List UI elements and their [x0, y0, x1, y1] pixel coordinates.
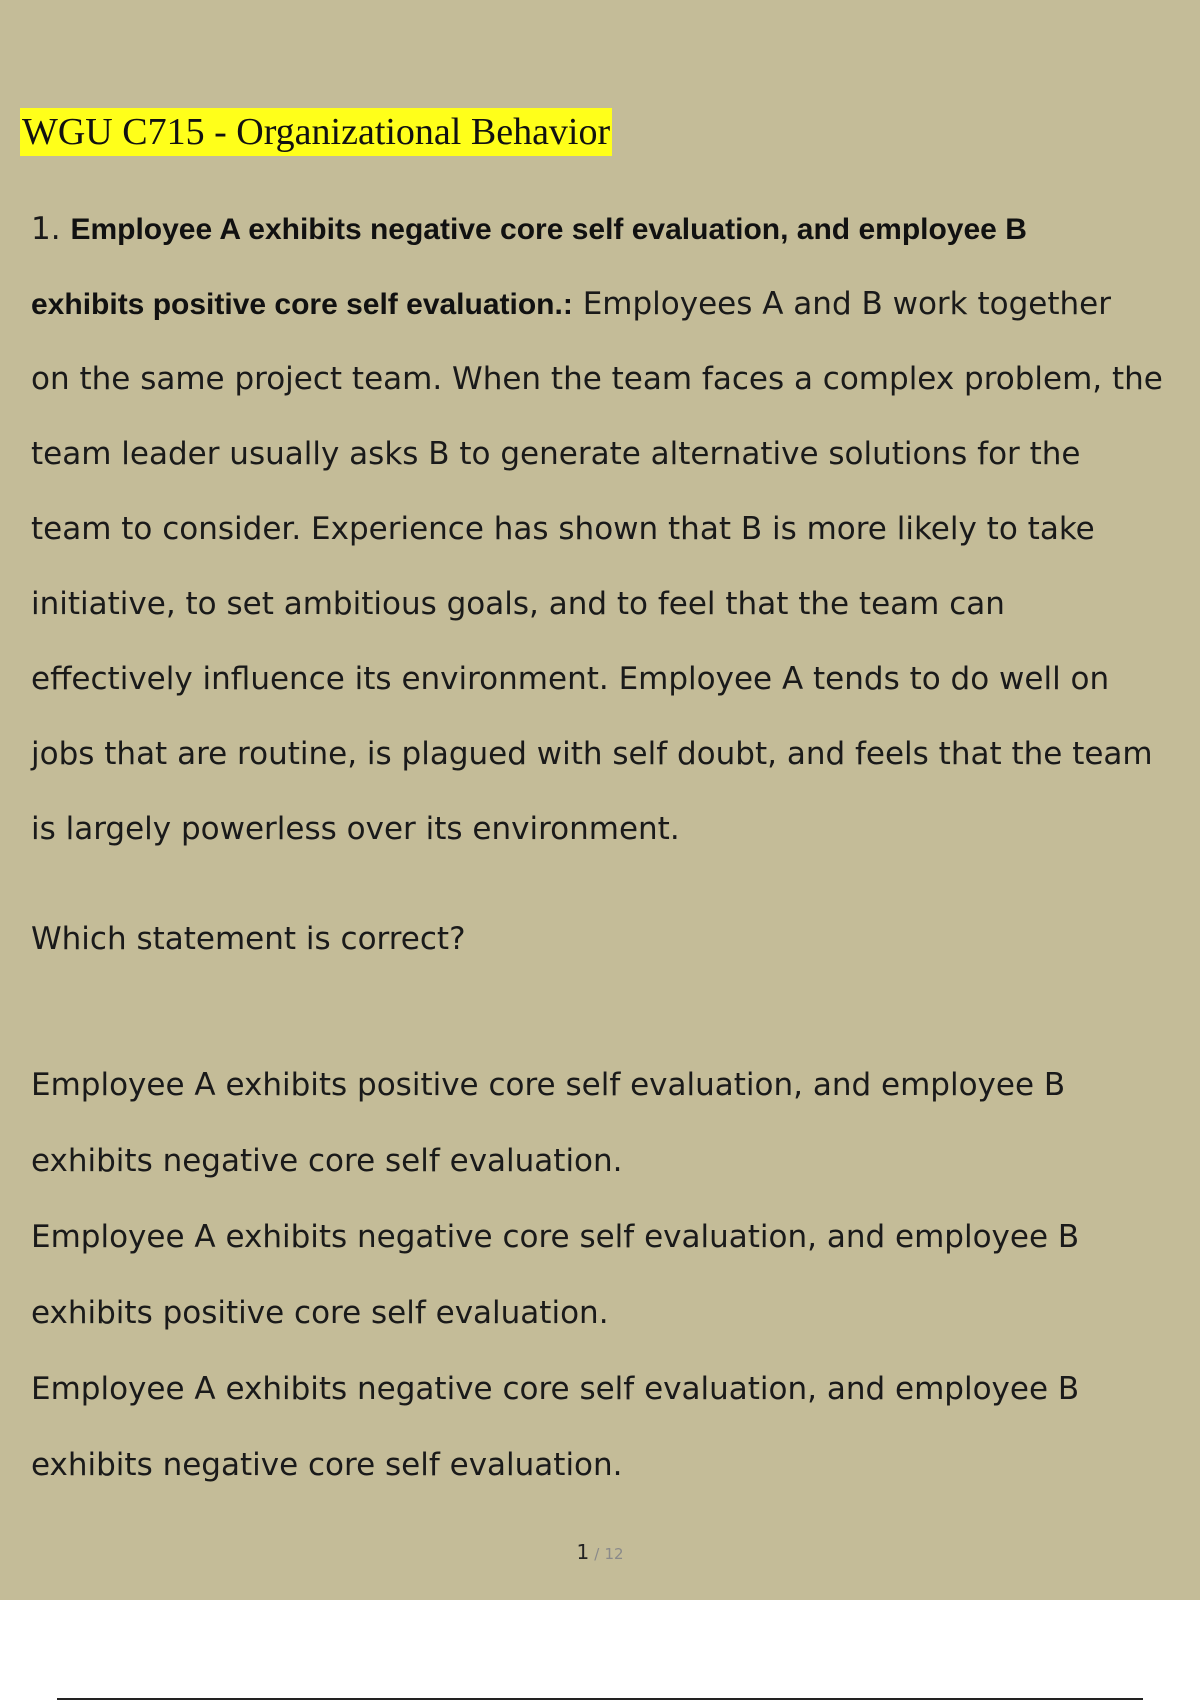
question-line-2 — [31, 267, 1200, 342]
page-separator: / — [594, 1545, 600, 1563]
question-definition-line: team to consider. Experience has shown that B is more likely to take — [31, 511, 1095, 547]
answer-options — [31, 1048, 1191, 1504]
question-term-line-2: exhibits positive core self evaluation.: — [31, 288, 573, 321]
question-definition-line: is largely powerless over its environment. — [31, 811, 680, 847]
question-block — [31, 192, 1200, 867]
question-definition-start: Employees A and B work together — [572, 286, 1111, 322]
question-number: 1. — [31, 211, 61, 247]
answer-option-3[interactable] — [31, 1352, 1191, 1504]
page-counter — [0, 1540, 1200, 1564]
question-definition-line: effectively influence its environment. Employee A tends to do well on — [31, 661, 1110, 697]
answer-option-2[interactable] — [31, 1200, 1191, 1352]
answer-option-text: exhibits positive core self evaluation. — [31, 1295, 609, 1331]
answer-option-text: Employee A exhibits positive core self evaluation, and employee B — [31, 1067, 1066, 1103]
question-line-1 — [31, 192, 1200, 267]
answer-option-1[interactable] — [31, 1048, 1191, 1200]
answer-option-text: exhibits negative core self evaluation. — [31, 1143, 623, 1179]
question-prompt: Which statement is correct? — [31, 921, 466, 957]
question-definition-line: initiative, to set ambitious goals, and to feel that the team can — [31, 586, 1005, 622]
answer-option-text: exhibits negative core self evaluation. — [31, 1447, 623, 1483]
answer-option-text: Employee A exhibits negative core self evaluation, and employee B — [31, 1371, 1080, 1407]
answer-option-text: Employee A exhibits negative core self evaluation, and employee B — [31, 1219, 1080, 1255]
question-definition-line: on the same project team. When the team faces a complex problem, the — [31, 361, 1163, 397]
document-title: WGU C715 - Organizational Behavior — [20, 108, 612, 156]
question-term-line-1: Employee A exhibits negative core self evaluation, and employee B — [70, 213, 1027, 246]
question-definition-line: team leader usually asks B to generate alternative solutions for the — [31, 436, 1081, 472]
question-definition-line: jobs that are routine, is plagued with self doubt, and feels that the team — [31, 736, 1153, 772]
page-current: 1 — [576, 1540, 590, 1564]
page-total: 12 — [604, 1545, 624, 1563]
